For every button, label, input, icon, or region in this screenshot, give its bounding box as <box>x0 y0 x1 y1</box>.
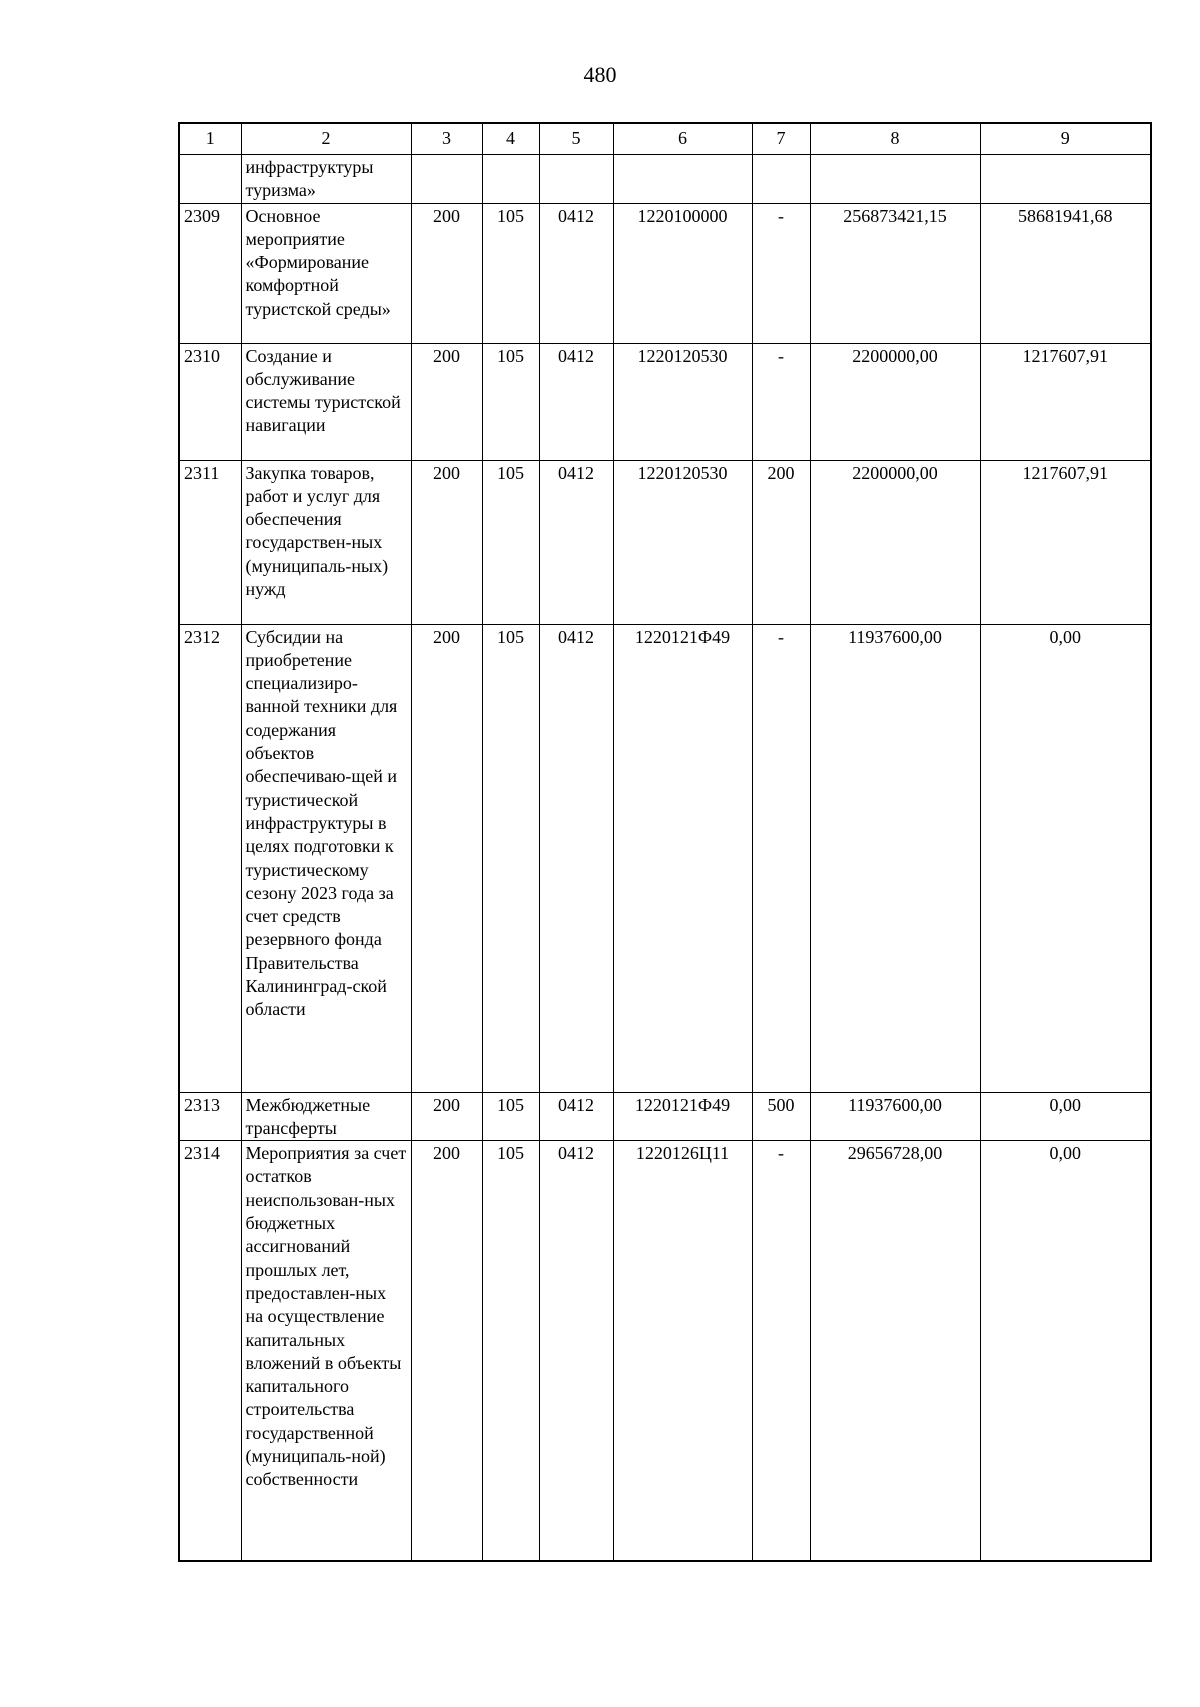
header-cell-8: 8 <box>810 123 980 155</box>
row-col3: 200 <box>411 1141 482 1561</box>
row-col6: 1220121Ф49 <box>613 624 752 1092</box>
header-cell-9: 9 <box>980 123 1151 155</box>
row-name: Мероприятия за счет остатков неиспользован-ных бюджетных ассигнований прошлых лет, предоставлен-ных на осуществление капитальных вложений в объекты капитального строительства государственной (муниципаль-ной) собственности <box>241 1141 411 1561</box>
header-cell-5: 5 <box>539 123 613 155</box>
row-col6: 1220120530 <box>613 343 752 460</box>
row-col3: 200 <box>411 624 482 1092</box>
row-col8: 11937600,00 <box>810 1092 980 1141</box>
row-col7: - <box>752 343 810 460</box>
row-col4: 105 <box>482 203 539 343</box>
row-col4: 105 <box>482 1141 539 1561</box>
row-number: 2312 <box>179 624 241 1092</box>
table-row <box>179 343 1151 460</box>
row-name: инфраструктуры туризма» <box>241 155 411 204</box>
row-col8: 2200000,00 <box>810 460 980 624</box>
row-col7: 500 <box>752 1092 810 1141</box>
row-col4: 105 <box>482 460 539 624</box>
row-col4: 105 <box>482 343 539 460</box>
header-cell-3: 3 <box>411 123 482 155</box>
row-col3: 200 <box>411 1092 482 1141</box>
row-col7: - <box>752 203 810 343</box>
row-col6: 1220126Ц11 <box>613 1141 752 1561</box>
row-name: Создание и обслуживание системы туристской навигации <box>241 343 411 460</box>
row-col8: 29656728,00 <box>810 1141 980 1561</box>
table-row <box>179 1141 1151 1561</box>
header-row <box>179 123 1151 155</box>
page-number: 480 <box>583 62 617 87</box>
header-cell-7: 7 <box>752 123 810 155</box>
row-col5: 0412 <box>539 624 613 1092</box>
row-col5 <box>539 155 613 204</box>
row-name: Основное мероприятие «Формирование комфортной туристской среды» <box>241 203 411 343</box>
row-number: 2314 <box>179 1141 241 1561</box>
row-name: Закупка товаров, работ и услуг для обеспечения государствен-ных (муниципаль-ных) нужд <box>241 460 411 624</box>
row-col9: 58681941,68 <box>980 203 1151 343</box>
budget-table <box>178 122 1152 1562</box>
row-number: 2313 <box>179 1092 241 1141</box>
row-col5: 0412 <box>539 460 613 624</box>
row-col9: 0,00 <box>980 624 1151 1092</box>
header-cell-4: 4 <box>482 123 539 155</box>
table-row <box>179 1092 1151 1141</box>
row-col5: 0412 <box>539 203 613 343</box>
row-col9: 1217607,91 <box>980 460 1151 624</box>
row-col7: - <box>752 1141 810 1561</box>
row-col3: 200 <box>411 343 482 460</box>
table-row <box>179 460 1151 624</box>
row-col9: 1217607,91 <box>980 343 1151 460</box>
header-cell-1: 1 <box>179 123 241 155</box>
row-col5: 0412 <box>539 343 613 460</box>
row-col7: - <box>752 624 810 1092</box>
row-col3: 200 <box>411 460 482 624</box>
row-col5: 0412 <box>539 1092 613 1141</box>
row-col8: 2200000,00 <box>810 343 980 460</box>
table-row <box>179 624 1151 1092</box>
row-col6: 1220120530 <box>613 460 752 624</box>
row-col7 <box>752 155 810 204</box>
row-col8 <box>810 155 980 204</box>
row-col3: 200 <box>411 203 482 343</box>
row-col4: 105 <box>482 1092 539 1141</box>
row-col6: 1220100000 <box>613 203 752 343</box>
row-col4 <box>482 155 539 204</box>
row-col9: 0,00 <box>980 1092 1151 1141</box>
row-name: Субсидии на приобретение специализиро-ванной техники для содержания объектов обеспечиваю-щей и туристической инфраструктуры в целях подготовки к туристическому сезону 2023 года за счет средств резервного фонда Правительства Калининград-ской области <box>241 624 411 1092</box>
row-col4: 105 <box>482 624 539 1092</box>
row-col6: 1220121Ф49 <box>613 1092 752 1141</box>
row-number <box>179 155 241 204</box>
header-cell-6: 6 <box>613 123 752 155</box>
row-col6 <box>613 155 752 204</box>
row-col8: 11937600,00 <box>810 624 980 1092</box>
table-row <box>179 203 1151 343</box>
row-number: 2310 <box>179 343 241 460</box>
row-col5: 0412 <box>539 1141 613 1561</box>
row-col9 <box>980 155 1151 204</box>
header-cell-2: 2 <box>241 123 411 155</box>
row-col8: 256873421,15 <box>810 203 980 343</box>
row-name: Межбюджетные трансферты <box>241 1092 411 1141</box>
row-col7: 200 <box>752 460 810 624</box>
row-number: 2311 <box>179 460 241 624</box>
row-number: 2309 <box>179 203 241 343</box>
row-col3 <box>411 155 482 204</box>
row-col9: 0,00 <box>980 1141 1151 1561</box>
table-row <box>179 155 1151 204</box>
